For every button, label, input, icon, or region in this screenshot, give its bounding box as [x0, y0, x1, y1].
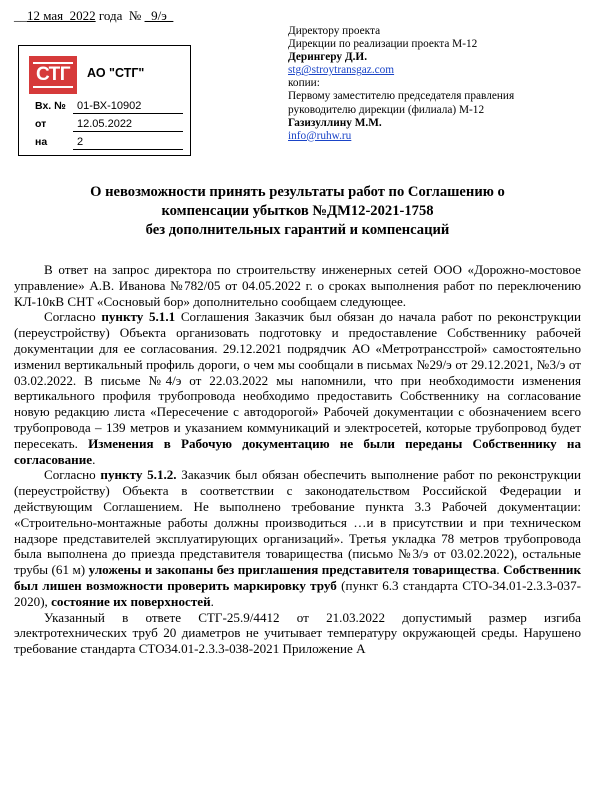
addressee-name: Дерингеру Д.И. — [288, 51, 368, 64]
letter-date-number — [14, 8, 173, 24]
body-paragraph — [14, 467, 581, 609]
stg-logo-text: СТГ — [35, 64, 71, 85]
addressee-line: Первому заместителю председателя правления — [288, 90, 515, 103]
clause-reference: пункту 5.1.1 — [101, 309, 176, 325]
logo-bar-bottom — [33, 86, 73, 88]
title-line: О невозможности принять результаты работ по Соглашению о — [90, 184, 505, 200]
text-run: (пункт 6.3 стандарта СТО-34.01-2.3.3-037-2020), — [14, 577, 581, 609]
stamp-org-name: АО "СТГ" — [87, 66, 145, 80]
letter-date: 12 мая_2022 — [27, 8, 96, 23]
on-value: 2 — [73, 136, 183, 150]
on-label: на — [35, 136, 48, 148]
addressee-line: Директору проекта — [288, 25, 381, 37]
registration-stamp — [18, 45, 191, 156]
text-run: . — [496, 562, 504, 578]
text-run: Согласно — [44, 309, 102, 325]
from-label: от — [35, 118, 47, 130]
incoming-label: Вх. № — [35, 100, 66, 112]
year-word: года — [95, 8, 129, 23]
clause-reference: пункту 5.1.2. — [100, 467, 177, 483]
text-run: . — [92, 451, 96, 467]
emphasis-text: уложены и закопаны без приглашения представителя товарищества — [88, 562, 497, 578]
copy-recipient-email-link[interactable]: info@ruhw.ru — [288, 129, 352, 142]
text-run: Заказчик был обязан обеспечить выполнение работ по реконструкции (переустройству) Объекта в соответствии с законодательством Российской Федерации и действующим Соглашением. Не выполнено требование пункта 3.3 Рабочей документации: «Строительно-монтажные работы должны производиться …и в присутствии и при техническом надзоре представителей эксплуатирующих организаций». Третья укладка 78 метров трубопровода была выполнена до приезда представителя товарищества (письмо №3/э от 03.02.2022), остальные трубы (61 м) — [14, 467, 581, 578]
addressee-block — [288, 25, 578, 143]
copies-label: копии: — [288, 77, 320, 90]
logo-bar-top — [33, 62, 73, 64]
title-line: компенсации убытков №ДМ12-2021-1758 — [161, 203, 434, 219]
number-label: № — [128, 8, 142, 23]
stg-logo — [29, 56, 77, 94]
emphasis-text: состояние их поверхностей — [51, 593, 211, 609]
body-paragraph: В ответ на запрос директора по строительству инженерных сетей ООО «Дорожно-мостовое управление» А.В. Иванова №782/05 от 04.05.2022 г. о сроках выполнения работ по переключению КЛ-10кВ СНТ «Сосновый бор» дополнительно сообщаем следующее. — [14, 262, 581, 309]
addressee-email-link[interactable]: stg@stroytransgaz.com — [288, 64, 395, 77]
text-run: . — [210, 593, 214, 609]
letter-number: _9/э_ — [144, 8, 174, 23]
letter-body — [14, 262, 581, 657]
body-paragraph — [14, 309, 581, 467]
text-run: Соглашения Заказчик был обязан до начала работ по реконструкции (переустройству) Объекта организовать подготовку и предоставление Собственнику рабочей документации для ее согласования. 29.12.2021 подрядчик АО «Метротрансстрой» самостоятельно изменил вертикальный профиль дороги, о чем мы сообщали в письмах №29/э от 29.12.2021, №3/э от 03.02.2022. В письме №4/э от 22.03.2022 мы напомнили, что при необходимости изменения вертикального профиля трубопровода необходимо предоставить Собственнику на согласование новую редакцию листа «Пересечение с автодорогой» Рабочей документации с обозначением всего трубопровода – 139 метров и указанием коммуникаций и электросетей, которые трубопровод будет пересекать. — [14, 309, 581, 451]
from-date: 12.05.2022 — [73, 118, 183, 132]
addressee-line: руководителю дирекции (филиала) М-12 — [288, 103, 485, 116]
copy-recipient-name: Газизуллину М.М. — [288, 116, 382, 129]
date-prefix: __ — [14, 8, 27, 23]
emphasis-text: Собственник был лишен возможности проверить маркировку труб — [14, 562, 581, 593]
letter-title — [20, 183, 575, 240]
body-paragraph: Указанный в ответе СТГ-25.9/4412 от 21.03.2022 допустимый размер изгиба электротехнических труб 20 диаметров не учитывает температуру окружающей среды. Нарушено требование стандарта СТО34.01-2.3.3-038-2021 Приложение А — [14, 609, 581, 657]
addressee-line: Дирекции по реализации проекта М-12 — [288, 38, 478, 51]
incoming-number: 01-ВХ-10902 — [73, 100, 183, 114]
emphasis-text: Изменения в Рабочую документацию не были переданы Собственнику на согласование — [14, 435, 581, 467]
text-run: Согласно — [44, 467, 101, 483]
title-line: без дополнительных гарантий и компенсаций — [145, 222, 450, 238]
